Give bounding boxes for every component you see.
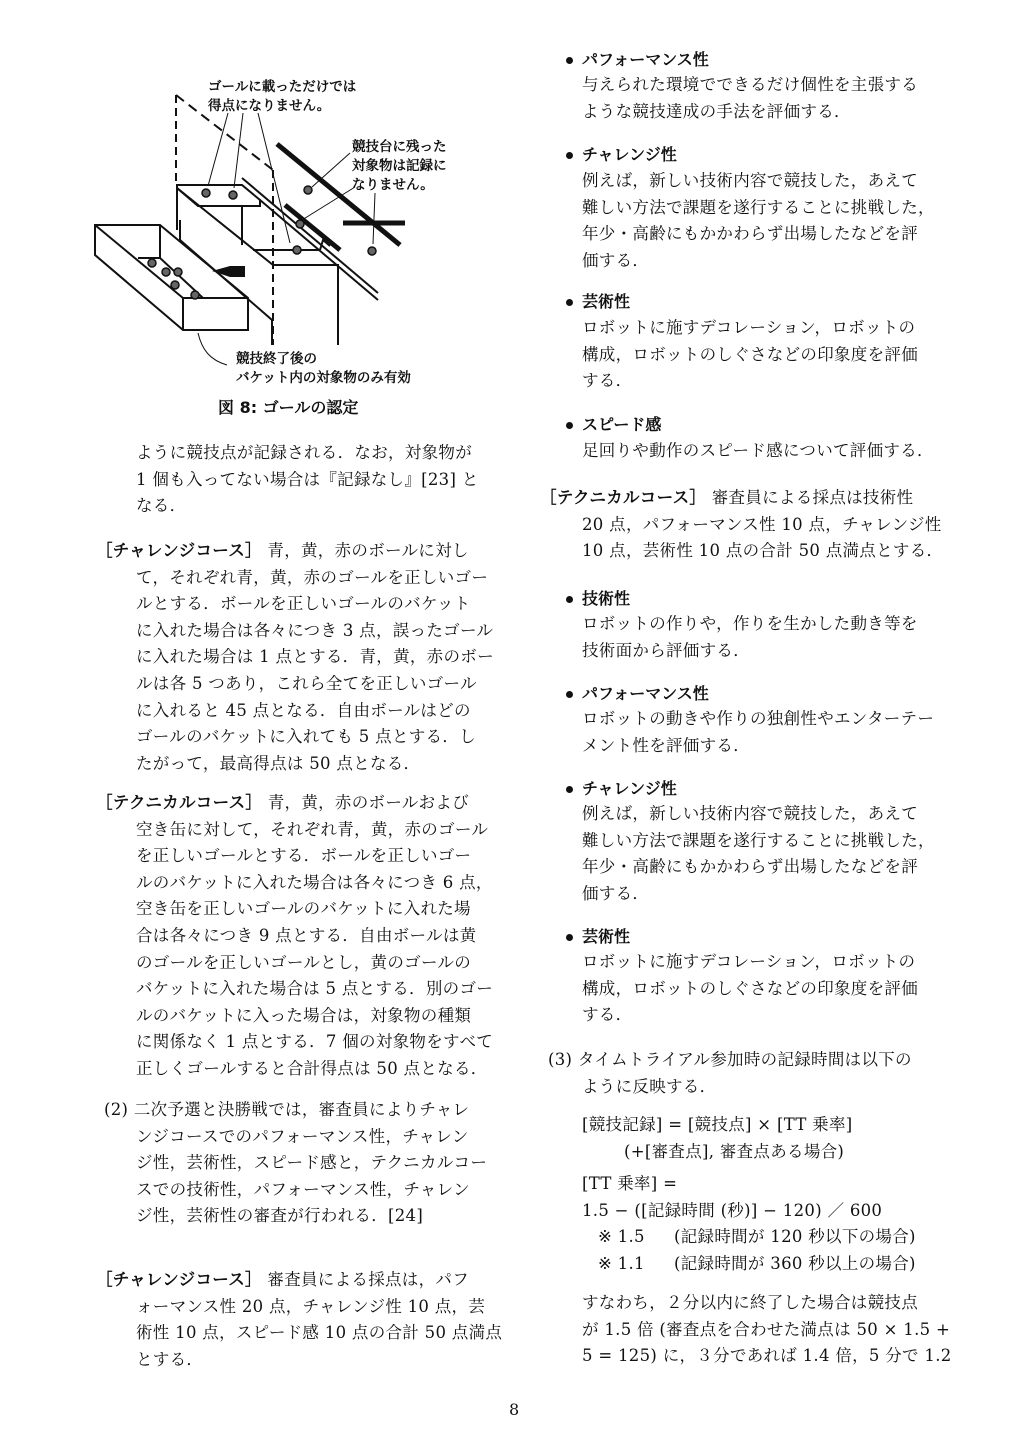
item-3-paragraph: (3) タイムトライアル参加時の記録時間は以下の ように反映する． xyxy=(548,1050,912,1096)
figure-label: 競技終了後の xyxy=(236,351,317,367)
bullet-title: 芸術性 xyxy=(582,292,631,311)
bullet-title: パフォーマンス性 xyxy=(582,50,709,69)
item-number: (2) xyxy=(104,1100,129,1119)
bullet-title: 技術性 xyxy=(582,589,631,608)
tt-formula: [競技記録] = [競技点] × [TT 乗率] (+[審査点], 審査点ある場合) [TT 乗率] = 1.5 − ([記録時間 (秒)] − 120) ／ 600 ※ 1.5 (記録時間が 120 秒以下の場合) ※ 1.1 (記録時間が 360 秒以上の場合) xyxy=(582,1115,916,1273)
section-heading: ［テクニカルコース］ xyxy=(96,793,263,812)
bullet-icon xyxy=(566,596,573,603)
bullet-icon xyxy=(566,691,573,698)
arrow-icon xyxy=(212,266,245,277)
figure-label: なりません。 xyxy=(352,177,434,193)
bullet-title: スピード感 xyxy=(582,415,662,434)
challenge-course-paragraph: ［チャレンジコース］ 青，黄，赤のボールに対し て，それぞれ青，黄，赤のゴールを正しいゴー ルとする．ボールを正しいゴールのバケット に入れた場合は各々につき 3 点，誤ったゴール に入れた場合は 1 点とする．青，黄，赤のボー ルは各 5 つあり，これら全てを正しいゴール に入れると 45 点となる．自由ボールはどの ゴールのバケットに入れても 5 点とする．し たがって，最高得点は 50 点となる． xyxy=(96,541,494,773)
figure-label: 対象物は記録に xyxy=(352,158,447,174)
bullet-title: パフォーマンス性 xyxy=(582,684,709,703)
bullet-title: チャレンジ性 xyxy=(582,779,677,798)
bullet-icon xyxy=(566,422,573,429)
intro-paragraph: ように競技点が記録される．なお，対象物が 1 個も入ってない場合は『記録なし』[23] と なる． xyxy=(136,443,479,516)
bucket xyxy=(95,225,248,330)
closing-paragraph: すなわち，２分以内に終了した場合は競技点 が 1.5 倍 (審査点を合わせた満点は 50 × 1.5 + 5 = 125) に，３分であれば 1.4 倍，5 分で 1.2 xyxy=(582,1293,952,1366)
bullet-title: チャレンジ性 xyxy=(582,145,677,164)
technical-course-paragraph: ［テクニカルコース］ 青，黄，赤のボールおよび 空き缶に対して，それぞれ青，黄，赤のゴール を正しいゴールとする．ボールを正しいゴー ルのバケットに入れた場合は各々につき 6 点， 空き缶を正しいゴールのバケットに入れた場 合は各々につき 9 点とする．自由ボールは黄 のゴールを正しいゴールとし，黄のゴールの バケットに入れた場合は 5 点とする．別のゴー ルのバケットに入った場合は，対象物の種類 に関係なく 1 点とする．7 個の対象物をすべて 正しくゴールすると合計得点は 50 点となる． xyxy=(96,793,494,1078)
section-heading: ［テクニカルコース］ xyxy=(540,488,707,507)
bullet-icon xyxy=(566,152,573,159)
bullet-icon xyxy=(566,299,573,306)
bullet-icon xyxy=(566,934,573,941)
technical-course-judging-paragraph: ［テクニカルコース］ 審査員による採点は技術性 20 点，パフォーマンス性 10 点，チャレンジ性 10 点，芸術性 10 点の合計 50 点満点とする． xyxy=(540,488,944,561)
figure-label: ゴールに載っただけでは xyxy=(208,79,357,95)
figure-label: 得点になりません。 xyxy=(208,98,331,114)
figure-label: 競技台に残った xyxy=(352,139,447,155)
bullet-title: 芸術性 xyxy=(582,927,631,946)
goal-top xyxy=(177,185,260,206)
page-number: 8 xyxy=(509,1400,520,1419)
figure-label: バケット内の対象物のみ有効 xyxy=(236,370,411,386)
bullet-icon xyxy=(566,786,573,793)
figure-caption: 図 8: ゴールの認定 xyxy=(218,398,359,417)
item-number: (3) xyxy=(548,1050,573,1069)
bullet-icon xyxy=(566,57,573,64)
section-heading: ［チャレンジコース］ xyxy=(96,1270,262,1289)
section-heading: ［チャレンジコース］ xyxy=(96,541,262,560)
item-2-paragraph: (2) 二次予選と決勝戦では，審査員によりチャレ ンジコースでのパフォーマンス性，チャレン ジ性，芸術性，スピード感と，テクニカルコー スでの技術性，パフォーマンス性，チャレン ジ性，芸術性の審査が行われる．[24] xyxy=(104,1100,488,1226)
challenge-course-judging-paragraph: ［チャレンジコース］ 審査員による採点は，パフ ォーマンス性 20 点，チャレンジ性 10 点，芸 術性 10 点，スピード感 10 点の合計 50 点満点 とする． xyxy=(96,1270,503,1369)
